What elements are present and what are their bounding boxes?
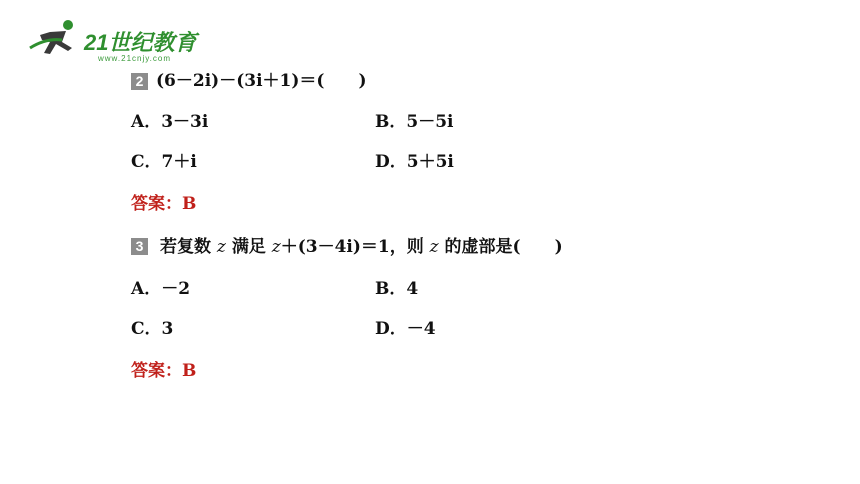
answer-value: B xyxy=(182,194,197,214)
option-b: B．4 xyxy=(375,279,419,299)
question-number-badge: 3 xyxy=(131,238,148,255)
question-stem xyxy=(160,236,563,258)
question-number-badge: 2 xyxy=(131,73,148,90)
stem-text: 若复数 xyxy=(160,237,211,257)
brand-logo xyxy=(28,14,208,62)
option-d: D．5＋5i xyxy=(375,152,454,172)
question-stem: (6－2i)－(3i＋1)＝( ) xyxy=(156,71,367,91)
stem-text: 的虚部是( ) xyxy=(444,237,563,257)
logo-brand-text: 21世纪教育 xyxy=(84,30,197,55)
option-a: A．－2 xyxy=(131,279,191,299)
answer-label: 答案： xyxy=(131,361,182,381)
stem-text: ＋(3－4i)＝1，则 xyxy=(280,237,424,257)
logo-url-text: www.21cnjy.com xyxy=(98,54,171,63)
variable-z: z xyxy=(216,237,226,257)
answer-value: B xyxy=(182,361,197,381)
stem-text: 满足 xyxy=(231,237,266,257)
answer-line xyxy=(131,193,196,215)
answer-line xyxy=(131,360,196,382)
variable-z: z xyxy=(271,237,281,257)
option-c: C．7＋i xyxy=(131,152,197,172)
option-b: B．5－5i xyxy=(375,112,454,132)
option-a: A．3－3i xyxy=(131,112,209,132)
variable-z: z xyxy=(429,237,439,257)
option-d: D．－4 xyxy=(375,319,436,339)
answer-label: 答案： xyxy=(131,194,182,214)
option-c: C．3 xyxy=(131,319,174,339)
runner-icon xyxy=(28,18,84,58)
